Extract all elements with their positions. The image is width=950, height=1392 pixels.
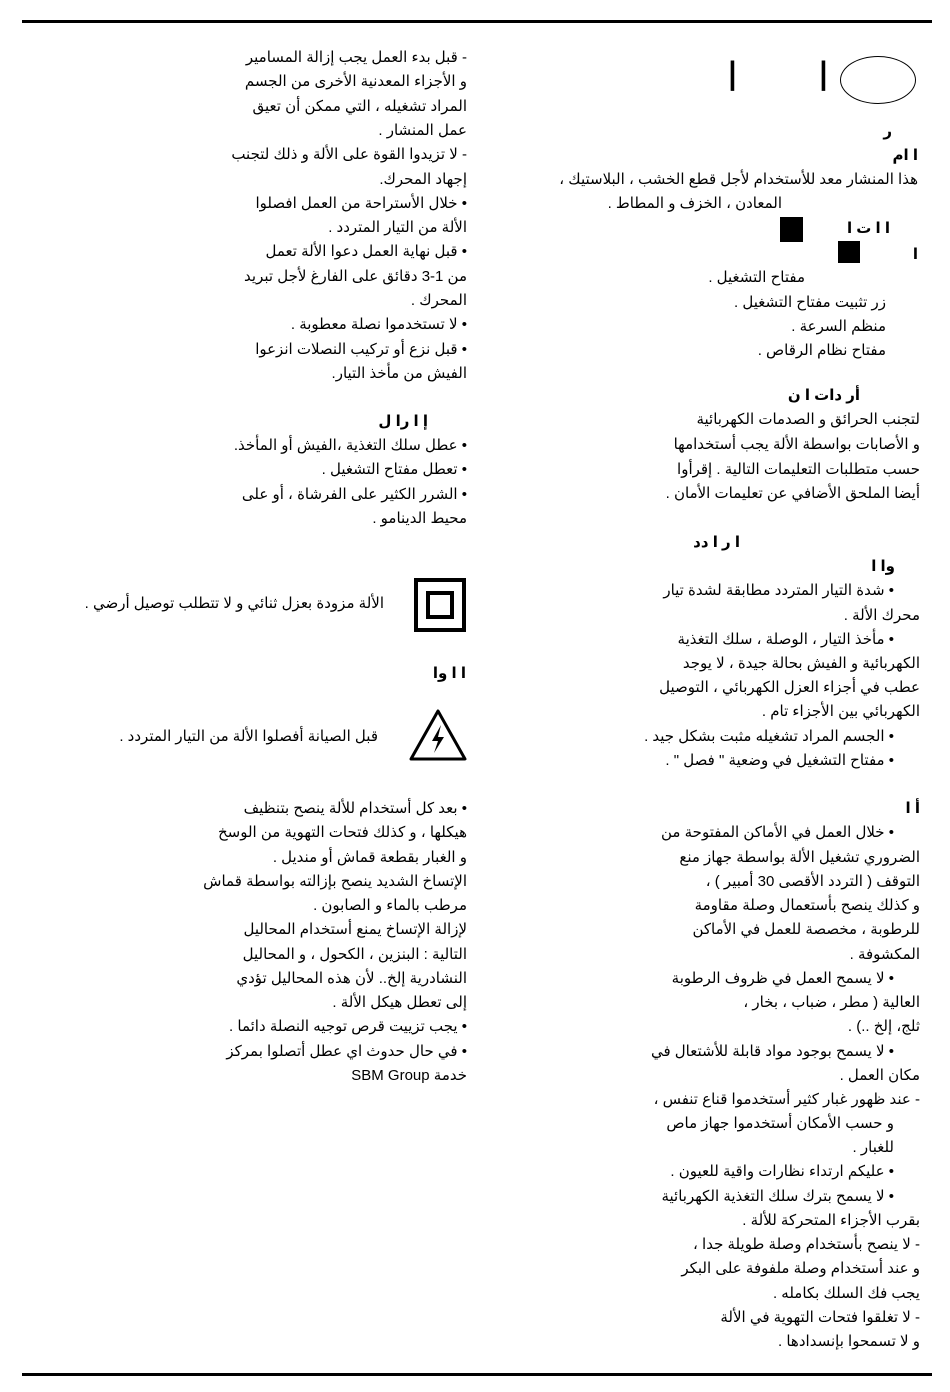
rules-line: المحرك . [410, 292, 467, 309]
work-line: المكشوفة . [849, 946, 920, 963]
rules-line: إجهاد المحرك. [379, 171, 467, 188]
work-line: للغبار . [852, 1139, 894, 1156]
prep-line: محرك الألة . [843, 607, 920, 624]
work-line: للرطوبة ، مخصصة للعمل في الأماكن [692, 921, 920, 938]
maintenance-line: هيكلها ، و كذلك فتحات التهوية من الوسخ [217, 824, 467, 841]
heading-prep: ا ر ا دد [693, 534, 740, 551]
safety-line: حسب متطلبات التعليمات التالية . إقرأوا [677, 461, 920, 478]
prep-line: الكهربائية و الفيش بحالة جيدة ، لا يوجد [682, 655, 920, 672]
parts-item: مفتاح التشغيل . [708, 269, 805, 286]
purpose-line: هذا المنشار معد للأستخدام لأجل قطع الخشب ، البلاستيك ، [559, 171, 918, 188]
oval-badge-icon [840, 56, 916, 104]
prep-line: عطب في أجزاء العزل الكهربائي ، التوصيل [659, 679, 920, 696]
double-insulation-note: الألة مزودة بعزل ثنائي و لا تتطلب توصيل أرضي . [84, 595, 384, 612]
purpose-line: المعادن ، الخزف و المطاط . [607, 195, 782, 212]
rules-line: • لا تستخدموا نصلة معطوبة . [290, 316, 467, 333]
maintenance-line: • بعد كل أستخدام للألة ينصح بتنظيف [243, 800, 467, 817]
work-line: و عند أستخدام وصلة ملفوفة على البكر [681, 1260, 920, 1277]
heading-purpose: ا ام [892, 147, 918, 164]
faults-line: • الشرر الكثير على الفرشاة ، أو على [241, 486, 467, 503]
work-line: و لا تسمحوا بإنسدادها . [778, 1333, 920, 1350]
bottom-rule [22, 1373, 932, 1376]
work-line: • عليكم ارتداء نظارات واقية للعيون . [670, 1163, 894, 1180]
prep-line: • مفتاح التشغيل في وضعية " فصل " . [665, 752, 894, 769]
work-line: • خلال العمل في الأماكن المفتوحة من [661, 824, 894, 841]
maintenance-line: لإزالة الإتساخ يمنع أستخدام المحاليل [243, 921, 467, 938]
safety-line: و الأصابات بواسطة الألة يجب أستخدامها [673, 436, 920, 453]
work-line: التوقف ( التردد الأقصى 30 أمبير ) ، [705, 873, 920, 890]
safety-line: لتجنب الحرائق و الصدمات الكهربائية [696, 411, 920, 428]
work-line: الضروري تشغيل الألة بواسطة جهاز منع [679, 849, 920, 866]
work-line: العالية ( مطر ، ضباب ، بخار ، [743, 994, 920, 1011]
parts-item: مفتاح نظام الرقاص . [757, 342, 886, 359]
work-line: • لا يسمح بترك سلك التغذية الكهربائية [661, 1188, 894, 1205]
parts-item: منظم السرعة . [791, 318, 886, 335]
rules-line: • قبل نزع أو تركيب النصلات انزعوا [255, 341, 467, 358]
double-insulation-icon [414, 578, 466, 632]
heading-maintenance: ا ا وا [432, 665, 466, 682]
prep-line: الكهربائي بين الأجزاء تام . [761, 703, 920, 720]
heading-parts: ا [912, 246, 918, 263]
work-line: مكان العمل . [839, 1067, 920, 1084]
maintenance-line: إلى تعطل هيكل الألة . [332, 994, 467, 1011]
title-glyph: ا [817, 56, 829, 100]
maintenance-line: • يجب تزييت قرص توجيه النصلة دائما . [229, 1018, 467, 1035]
work-line: • لا يسمح العمل في ظروف الرطوبة [671, 970, 894, 987]
faults-line: محيط الدينامو . [372, 510, 467, 527]
heading-work: أ ا [905, 800, 920, 817]
work-line: و كذلك ينصح بأستعمال وصلة مقاومة [694, 897, 920, 914]
maintenance-line: مرطب بالماء و الصابون . [313, 897, 467, 914]
rules-line: من 1-3 دقائق على الفارغ لأجل تبريد [244, 268, 467, 285]
work-line: بقرب الأجزاء المتحركة للألة . [742, 1212, 920, 1229]
heading-parts: ا ا ت ا [846, 220, 890, 237]
parts-item: زر تثبيت مفتاح التشغيل . [734, 294, 886, 311]
safety-line: أيضا الملحق الأضافي عن تعليمات الأمان . [665, 485, 920, 502]
rules-line: المراد تشغيله ، التي ممكن أن تعيق [252, 98, 467, 115]
rules-line: و الأجزاء المعدنية الأخرى من الجسم [244, 73, 467, 90]
faults-line: • عطل سلك التغذية ،الفيش أو المأخذ. [233, 437, 467, 454]
work-line: - عند ظهور غبار كثير أستخدموا قناع تنفس ، [653, 1091, 920, 1108]
heading-fragment: ر [883, 123, 892, 140]
maintenance-line: خدمة SBM Group [351, 1067, 467, 1084]
work-line: و حسب الأمكان أستخدموا جهاز ماص [666, 1115, 894, 1132]
heading-safety: أر دات ا ن [787, 387, 860, 404]
work-line: يجب فك السلك بكامله . [772, 1285, 920, 1302]
rules-line: - لا تزيدوا القوة على الألة و ذلك لتجنب [231, 146, 467, 163]
redacted-block [838, 241, 860, 263]
rules-line: - قبل بدء العمل يجب إزالة المسامير [245, 49, 467, 66]
prep-line: • مأخذ التيار ، الوصلة ، سلك التغذية [677, 631, 894, 648]
heading-faults: إ ا را ل [378, 413, 428, 430]
prep-line: • الجسم المراد تشغيله مثبت بشكل جيد . [644, 728, 894, 745]
maintenance-line: النشادرية إلخ.. لأن هذه المحاليل تؤدي [236, 970, 467, 987]
rules-line: الفيش من مأخذ التيار. [331, 365, 467, 382]
rules-line: عمل المنشار . [378, 122, 467, 139]
rules-line: الألة من التيار المتردد . [328, 219, 467, 236]
work-line: ثلج، إلخ ..) . [847, 1018, 920, 1035]
maintenance-line: • في حال حدوث اي عطل أتصلوا بمركز [226, 1043, 467, 1060]
work-line: • لا يسمح بوجود مواد قابلة للأشتعال في [650, 1043, 894, 1060]
rules-line: • خلال الأستراحة من العمل افصلوا [255, 195, 467, 212]
redacted-block [780, 217, 803, 242]
heading-prep: وا ا [871, 558, 895, 575]
prep-line: • شدة التيار المتردد مطابقة لشدة تيار [663, 582, 894, 599]
maintenance-line: التالية : البنزين ، الكحول ، و المحاليل [242, 946, 467, 963]
rules-line: • قبل نهاية العمل دعوا الألة تعمل [265, 243, 467, 260]
maintenance-line: و الغبار بقطعة قماش أو منديل . [272, 849, 467, 866]
maintenance-line: الإتساخ الشديد ينصح بإزالته بواسطة قماش [203, 873, 467, 890]
faults-line: • تعطل مفتاح التشغيل . [321, 461, 467, 478]
work-line: - لا تغلقوا فتحات التهوية في الألة [720, 1309, 920, 1326]
work-line: - لا ينصح بأستخدام وصلة طويلة جدا ، [693, 1236, 920, 1253]
electric-hazard-icon [408, 708, 468, 762]
title-glyph: ا [726, 56, 738, 100]
maintenance-warning: قبل الصيانة أفصلوا الألة من التيار المتردد . [119, 728, 378, 745]
top-rule [22, 20, 932, 23]
